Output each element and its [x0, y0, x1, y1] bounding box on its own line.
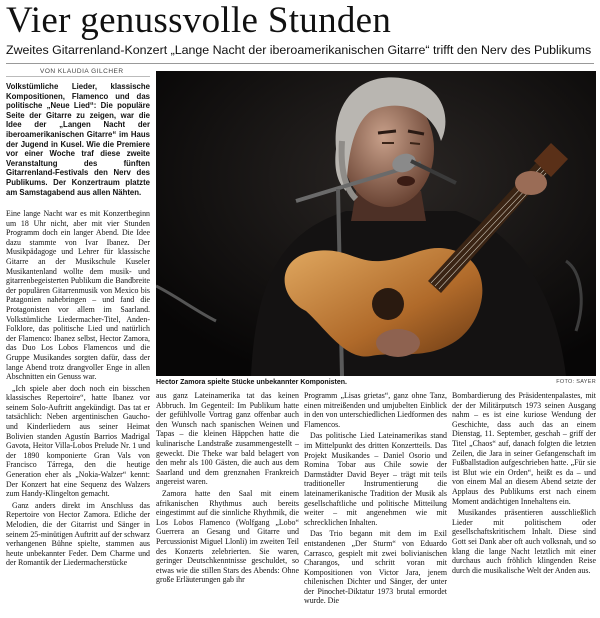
caption-text: Hector Zamora spielte Stücke unbekannter Komponisten.: [156, 379, 347, 386]
col1-paragraph: Eine lange Nacht war es mit Konzertbeginn um 18 Uhr nicht, aber mit vier Stunden Programm doch ein langer Abend. Die Idee dazu stammte von Ivar Ibanez. Der Musikpädagoge und Lehrer für klassische Gitarre an der Musikschule Kuseler Musikantenland wollte dem musik- und gitarrenbegeisterten Publikum die Bandbreite der populären Gitarrenmusik von Mexico bis Patagonien nahebringen – und fand die Protagonisten vor allem im Saarland. Volkstümliche Liedermacher-Titel, Anden-Folklore, das politische Lied und natürlich der Flamenco: Ibanez selbst, Hector Zamora, das Duo Los Lobos Flamencos und die Gruppe Musikandes sorgten dafür, dass der lange Abend trotz drangvoller Enge in allen Abschnitten ein Genuss war.: [6, 209, 150, 382]
photo-caption: [156, 377, 596, 388]
col3-paragraph: Das politische Lied Lateinamerikas stand im Mittelpunkt des dritten Konzertteils. Das Projekt Musikandes – Daniel Osorio und Romina Tobar aus Chile sowie der Darmstädter David Beyer – trägt mit teils traditioneller Instrumentierung die lateinamerikanische Tradition der Musik als gesellschaftliche und politische Mitteilung weiter – mit angenehmen wie mit schrecklichen Inhalten.: [304, 431, 447, 527]
column-4: [452, 391, 596, 617]
col1-paragraph: Ganz anders direkt im Anschluss das Repertoire von Hector Zamora. Etliche der Melodien, die der Gitarrist und Sänger in seinem 25-minütigen Auftritt auf der schwarz verhangenen Bühne spielte, stammen aus heute unbekannter Feder. Dem Charme und der Romantik der Liedermacherstücke: [6, 500, 150, 568]
col2-paragraph: Zamora hatte den Saal mit einem afrikanischen Rhythmus auch bereits eingestimmt auf die sinnliche Rhythmik, die Los Lobos Flamenco (Wolfgang „Lobo“ Guerrera an Gesang und Gitarre und Percussionist Miguel Llonli) im zweiten Teil des Konzerts zelebrierten. Sie waren, geringer Deutschkenntnisse geschuldet, so etwas wie die stillen Stars des Abends: Ohne große Erläuterungen gab ihr: [156, 488, 299, 585]
byline: VON KLAUDIA GILCHER: [40, 68, 124, 75]
col1-paragraph: „Ich spiele aber doch noch ein bisschen klassisches Repertoire“, hatte Ibanez vor seinem Solo-Auftritt angekündigt. Das tat er tatsächlich: Neben argentinischen Gaucho- und Kinderliedern aus seiner Heimat Bolivien standen Agustín Barrios Madrigal Gavota, Heitor Villa-Lobos Prelude Nr. 1 und der 1890 komponierte Gran Vals von Francisco Tárrega, den die heutige Generation eher als „Nokia-Walzer“ kennt: Der Konzert hat eine Sequenz des Walzers zum Handy-Klingelton gemacht.: [6, 383, 150, 499]
column-3: [304, 391, 447, 617]
column-1: [6, 209, 150, 617]
guitarist-illustration: [156, 71, 596, 376]
col4-paragraph: Musikandes präsentieren ausschließlich Lieder mit politischem oder gesellschaftskritischem Inhalt. Diese sind Gott sei Dank aber oft auch volksnah, und so klang die lange Nacht letztlich mit einer durchaus auch fröhlich klingenden Reise durch die musikalische Welt der Anden aus.: [452, 508, 596, 575]
col3-paragraph: Programm „Lisas grietas“, ganz ohne Tanz, einen mitreißenden und umjubelten Einblick in den von unterschiedlichen Liedformen des Flamencos.: [304, 391, 447, 429]
col3-paragraph: Das Trio begann mit dem im Exil entstandenen „Der Sturm“ von Eduardo Carrasco, gespielt mit zwei bolivianischen Charangos, und schritt voran mit Kompositionen von Victor Jara, jenem chilenischen Dichter und Sänger, der unter der Pinochet-Diktatur 1973 brutal ermordet wurde. Die: [304, 529, 447, 606]
col4-paragraph: Bombardierung des Präsidentenpalastes, mit der der Militärputsch 1973 seinen Ausgang nahm – es ist eine kuriose Wendung der Geschichte, dass auch das an einem Dienstag, 11. September, geschah – griff der Titel „Chaos“ auf, danach folgten die letzten Zeilen, die Jara in seiner Gefangenschaft im Fußballstadion aufgeschrieben hatte. „Für sie ist Blut wie ein Orden“, heißt es da – und von einem Mal an diesem Abend setzte der Applaus des Publikums erst nach einem Moment andächtigen Innehaltens ein.: [452, 391, 596, 506]
byline-rule: [6, 76, 150, 77]
header-rule: [6, 63, 594, 64]
photo-credit: FOTO: SAYER: [556, 379, 596, 385]
lead-paragraph: Volkstümliche Lieder, klassische Kompositionen, Flamenco und das politische „Neue Lied“: Die populäre Seite der Gitarre zu zeigen, war die Idee der „Langen Nacht der iberoamerikanischen Gitarre“ im Haus der Jugend in Kusel. Wie die Premiere vor einer Woche traf diese zweite Veranstaltung des fünften Gitarrenland-Festivals den Nerv des Publikums. Der Konzertraum platzte am Samstagabend aus allen Nähten.: [6, 82, 150, 197]
concert-photo: [156, 71, 596, 376]
subheadline: Zweites Gitarrenland-Konzert „Lange Nacht der iberoamerikanischen Gitarre“ trifft den Nerv des Publikums: [6, 43, 592, 57]
column-2: [156, 391, 299, 617]
col2-paragraph: aus ganz Lateinamerika tat das keinen Abbruch. Im Gegenteil: Im Publikum hatte der gefühlvolle Vortrag ganz offenbar auch den Wunsch nach spanischen Weinen und Tapas – die kleinen Häppchen hatte die kulinarische Landstraße zusammengestellt – geweckt. Die Theke war bald belagert von den mehr als 100 Gästen, die auch aus dem Saarland und dem grenznahen Frankreich angereist waren.: [156, 391, 299, 487]
headline: Vier genussvolle Stunden: [6, 0, 392, 41]
